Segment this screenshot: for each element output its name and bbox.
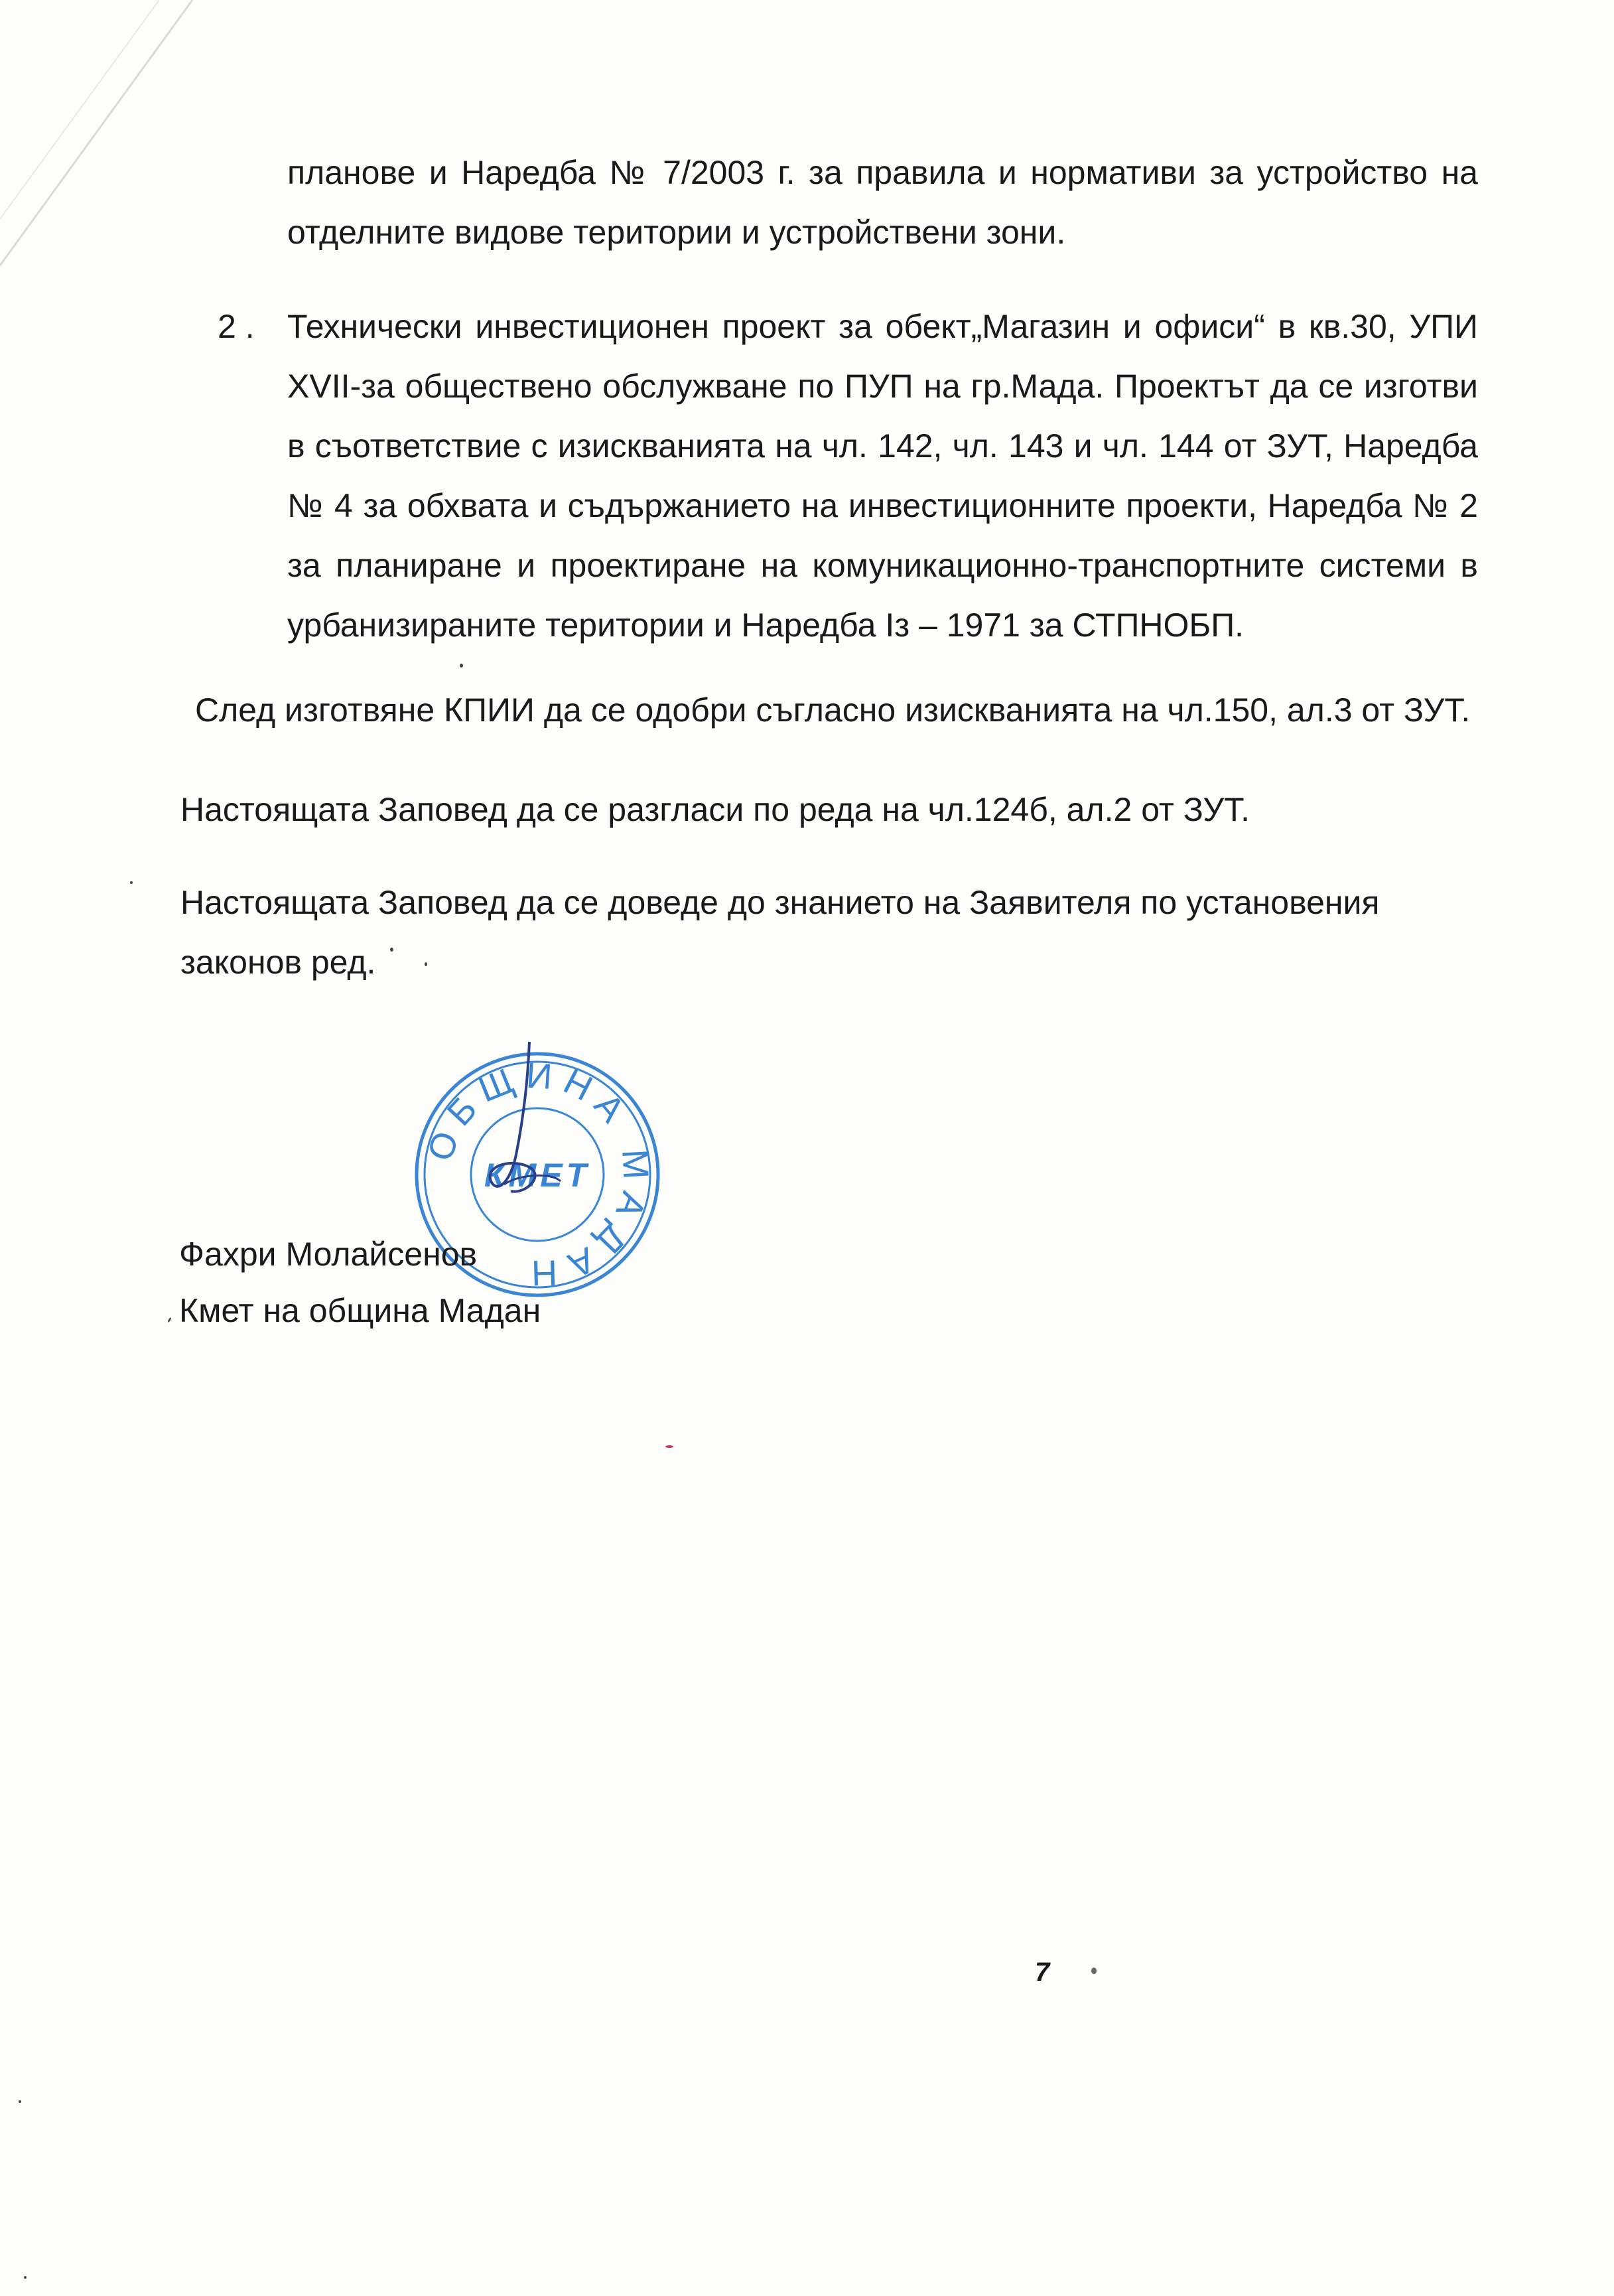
kpii-paragraph: [195, 680, 1489, 740]
item-number: 2 .: [218, 308, 255, 345]
item-2-paragraph: [287, 297, 1478, 655]
ink-speck: [24, 2276, 27, 2279]
notify-line-1: Настоящата Заповед да се доведе до знанието на Заявителя по установения: [180, 884, 1380, 921]
item-2-line-1: Технически инвестиционен проект за обект„Магазин и офиси“ в кв.30, УПИ: [287, 308, 1478, 345]
item-2-line-5: за планиране и проектиране на комуникационно-транспортните системи в: [287, 547, 1478, 584]
item-2-line-4: № 4 за обхвата и съдържанието на инвестиционните проекти, Наредба № 2: [287, 487, 1478, 524]
page-mark: 7: [1035, 1958, 1050, 1987]
scan-artifact: [0, 0, 199, 279]
ink-speck: [130, 881, 133, 884]
item-2-line-3: в съответствие с изискванията на чл. 142, чл. 143 и чл. 144 от ЗУТ, Наредба: [287, 427, 1478, 465]
official-stamp: [398, 1015, 677, 1327]
ink-speck: [425, 962, 427, 966]
item-2-line-2: XVII-за обществено обслужване по ПУП на гр.Мада. Проектът да се изготви: [287, 368, 1478, 405]
ink-speck: [19, 2100, 21, 2103]
signatory-name: Фахри Молайсенов: [179, 1236, 478, 1273]
announce-text: Настоящата Заповед да се разгласи по реда на чл.124б, ал.2 от ЗУТ.: [180, 791, 1250, 828]
ink-speck: [390, 948, 393, 952]
item-2-line-6: урбанизираните територии и Наредба Із – 1971 за СТПНОБП.: [287, 607, 1244, 644]
ink-speck: [460, 664, 463, 668]
notify-paragraph: [180, 873, 1474, 992]
ink-speck: [665, 1445, 673, 1448]
ink-speck: [167, 1317, 172, 1323]
stamp-ring-text: ОБЩИНА МАДАН: [419, 1055, 657, 1293]
continuation-line-2: отделните видове територии и устройствени зони.: [287, 214, 1066, 251]
announce-paragraph: [180, 780, 1474, 839]
kpii-text: След изготвяне КПИИ да се одобри съгласно изискванията на чл.150, ал.3 от ЗУТ.: [195, 691, 1471, 729]
continuation-line-1: планове и Наредба № 7/2003 г. за правила и нормативи за устройство на: [287, 154, 1478, 191]
signatory-title: Кмет на община Мадан: [179, 1292, 541, 1329]
stamp-center-text: КМЕТ: [484, 1157, 591, 1194]
ink-speck: [1091, 1968, 1097, 1974]
notify-line-2: законов ред.: [180, 944, 376, 981]
continuation-paragraph: [287, 143, 1478, 262]
